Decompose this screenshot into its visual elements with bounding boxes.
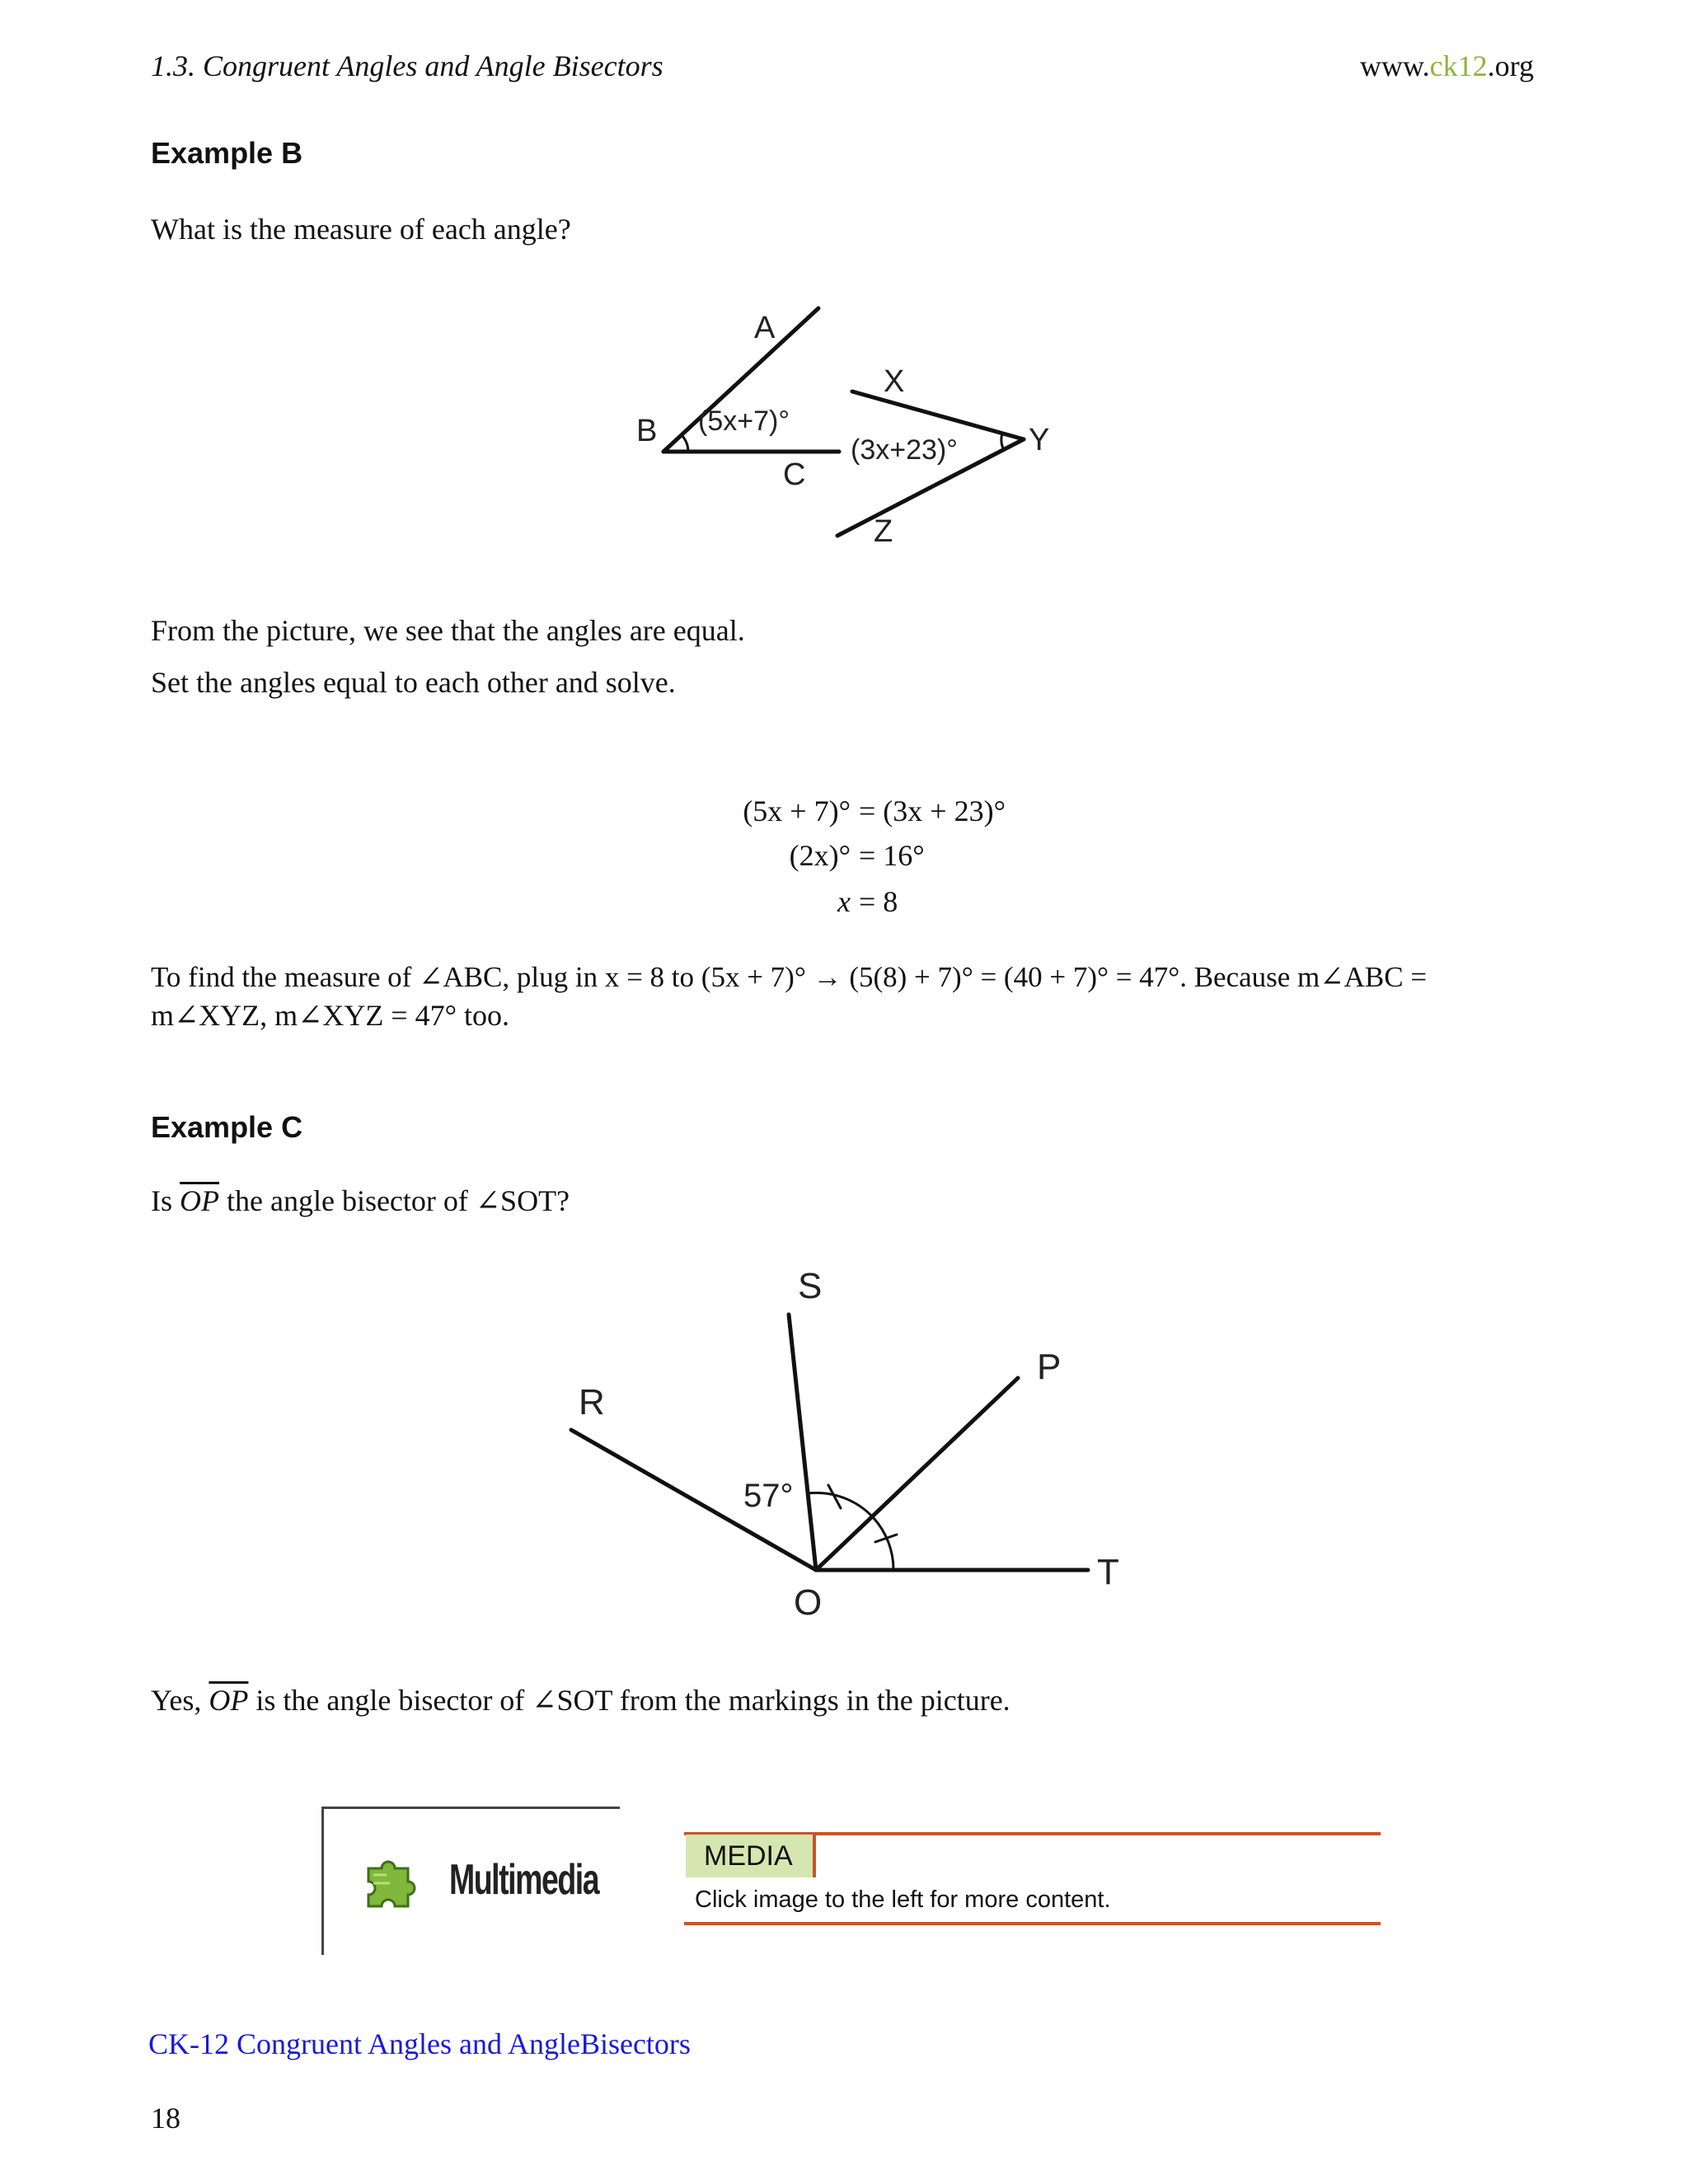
ck12-video-link[interactable]: CK-12 Congruent Angles and AngleBisectors [148, 2027, 691, 2060]
label-r: R [579, 1382, 605, 1422]
eq2-rhs: = 16° [859, 839, 925, 872]
ray-yx [852, 391, 1024, 439]
angle-pot-arc [874, 1518, 893, 1570]
eq1-lhs: (5x + 7)° [743, 794, 851, 827]
ray-os [789, 1315, 816, 1570]
example-c-question [151, 1182, 570, 1220]
label-o: O [794, 1582, 823, 1623]
angle-sop-arc [808, 1493, 874, 1518]
example-c-answer [151, 1681, 1010, 1719]
puzzle-piece-icon [362, 1850, 423, 1911]
answer-prefix: Yes, [151, 1684, 209, 1717]
example-b-heading: Example B [151, 136, 303, 170]
label-x: X [884, 364, 905, 399]
multimedia-label: Multimedia [449, 1856, 599, 1904]
example-b-line2: Set the angles equal to each other and solve. [151, 666, 676, 699]
site-prefix: www. [1360, 49, 1430, 82]
ray-op-notation-answer: $\overline{OP}$ [209, 1684, 249, 1717]
ray-op [816, 1378, 1018, 1570]
label-c: C [783, 457, 806, 492]
running-header-section: 1.3. Congruent Angles and Angle Bisectors [151, 49, 663, 82]
angle-57-label: 57° [743, 1478, 794, 1514]
label-t: T [1097, 1552, 1119, 1592]
example-b-line1: From the picture, we see that the angles are equal. [151, 614, 745, 647]
page-number: 18 [151, 2102, 181, 2135]
label-p: P [1037, 1347, 1062, 1387]
eq3-rhs: = 8 [859, 885, 898, 918]
label-b: B [636, 414, 658, 448]
example-c-figure [560, 1261, 1137, 1624]
multimedia-thumbnail[interactable] [321, 1807, 620, 1955]
site-brand: ck12 [1429, 49, 1488, 82]
answer-suffix: is the angle bisector of ∠SOT from the markings in the picture. [248, 1684, 1010, 1717]
angle-abc-label: (5x+7)° [698, 405, 790, 437]
angle-xyz-label: (3x+23)° [851, 434, 958, 466]
example-b-solution-line1: To find the measure of ∠ABC, plug in x = 8 to (5x + 7)° → (5(8) + 7)° = (40 + 7)° = 47°. Because m∠ABC = [151, 961, 1428, 993]
example-b-question: What is the measure of each angle? [151, 213, 571, 246]
example-b-solution-line2: m∠XYZ, m∠XYZ = 47° too. [151, 999, 510, 1032]
question-prefix: Is [151, 1184, 180, 1217]
label-z: Z [874, 514, 893, 549]
angle-abc-arc [682, 435, 688, 452]
eq3-lhs: x [837, 885, 851, 918]
running-header-site[interactable] [1360, 48, 1534, 84]
media-description: Click image to the left for more content. [695, 1886, 1111, 1913]
label-y: Y [1029, 423, 1050, 457]
eq1-rhs: = (3x + 23)° [859, 794, 1006, 827]
label-s: S [798, 1266, 823, 1306]
media-bottom-rule [684, 1922, 1381, 1925]
question-suffix: the angle bisector of ∠SOT? [219, 1184, 570, 1217]
ray-op-notation: $\overline{OP}$ [180, 1184, 219, 1217]
site-suffix: .org [1487, 49, 1534, 82]
example-c-heading: Example C [151, 1110, 303, 1144]
eq2-lhs: (2x)° [789, 839, 851, 872]
angle-xyz-arc [1001, 434, 1004, 450]
label-a: A [754, 311, 776, 345]
example-b-figure [626, 297, 1071, 560]
media-tab: MEDIA [686, 1835, 816, 1877]
